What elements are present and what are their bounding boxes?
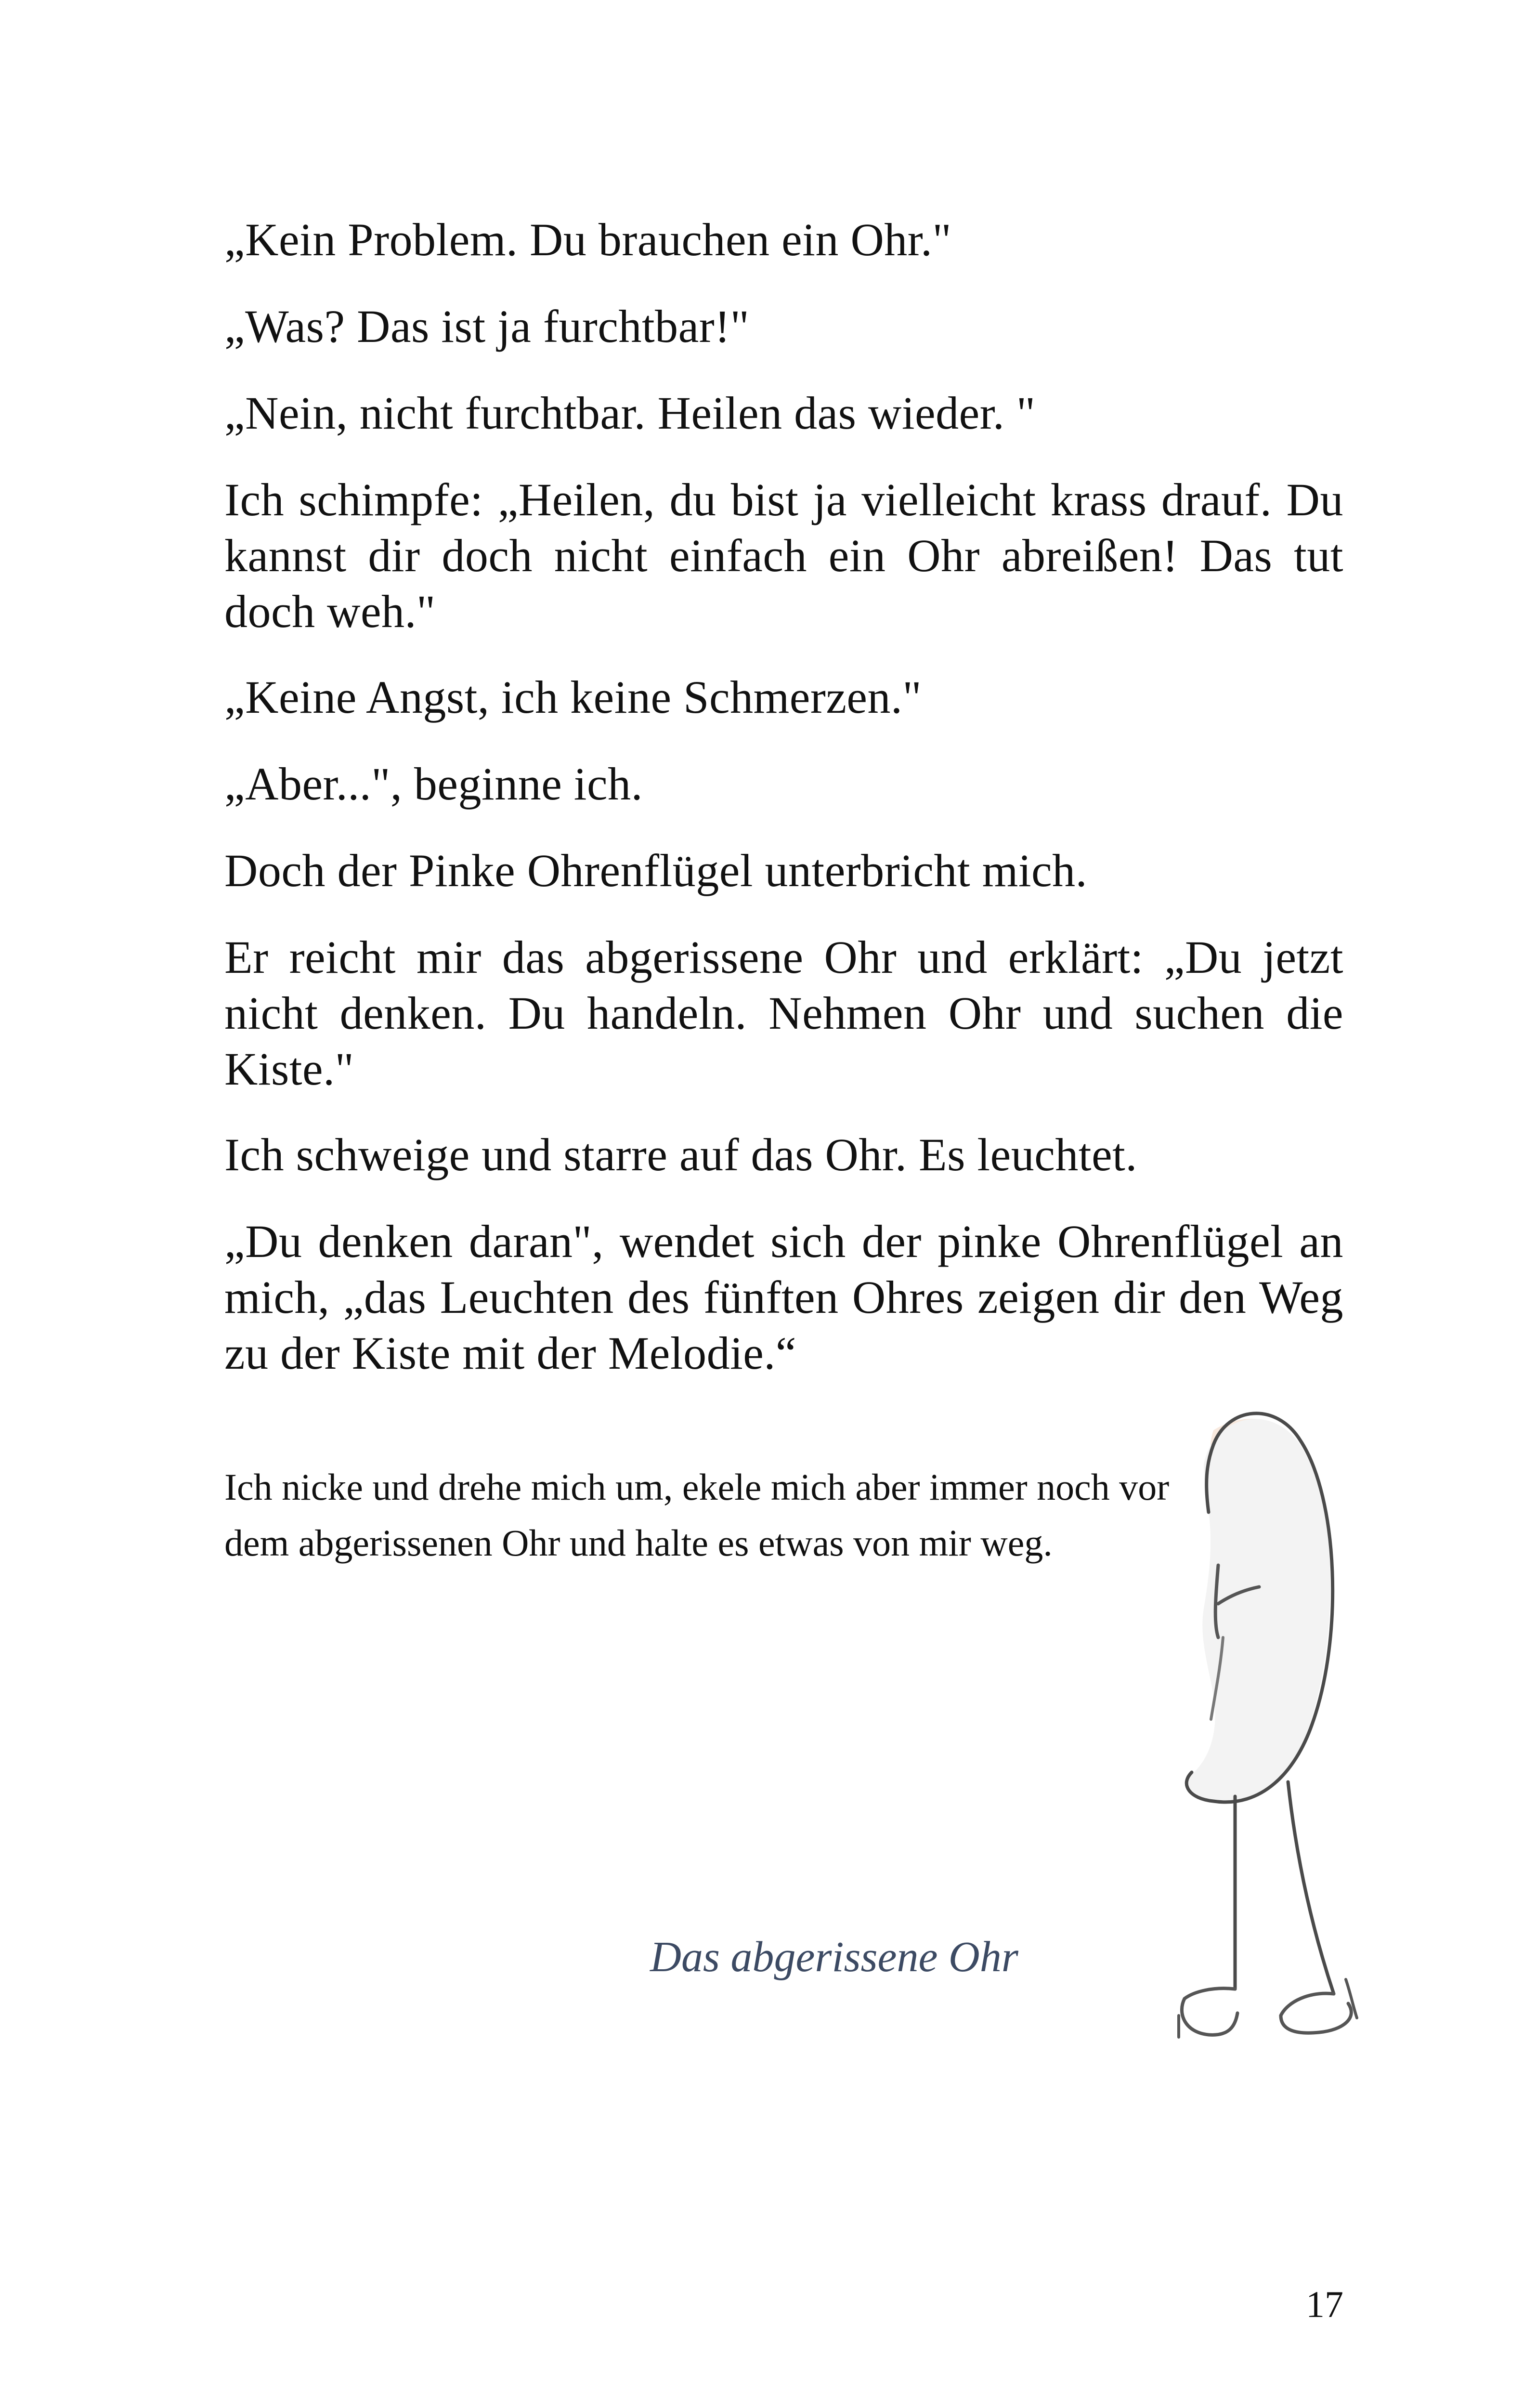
paragraph-10: „Du denken daran", wendet sich der pinke Ohrenflügel an mich, „das Leuchten des fünften Ohres zeigen dir den Weg zu der Kiste mit der Melodie.“ xyxy=(224,1216,1343,1379)
paragraph-11: Ich nicke und drehe mich um, ekele mich aber immer noch vor dem abgerissenen Ohr und halte es etwas von mir weg. xyxy=(224,1466,1170,1564)
paragraph-8: Er reicht mir das abgerissene Ohr und erklärt: „Du jetzt nicht denken. Du handeln. Nehmen Ohr und suchen die Kiste." xyxy=(224,931,1343,1095)
paragraph-2: „Was? Das ist ja furchtbar!" xyxy=(224,301,750,352)
page-number: 17 xyxy=(1306,2283,1343,2325)
ear-figure-drawing-icon xyxy=(1069,1387,1406,2100)
paragraph-6: „Aber...", beginne ich. xyxy=(224,758,643,810)
paragraph-7: Doch der Pinke Ohrenflügel unterbricht mich. xyxy=(224,845,1088,896)
paragraph-5: „Keine Angst, ich keine Schmerzen." xyxy=(224,671,922,723)
paragraph-9: Ich schweige und starre auf das Ohr. Es leuchtet. xyxy=(224,1129,1137,1180)
paragraph-4: Ich schimpfe: „Heilen, du bist ja vielleicht krass drauf. Du kannst dir doch nicht einfach ein Ohr abreißen! Das tut doch weh." xyxy=(224,474,1343,637)
paragraph-3: „Nein, nicht furchtbar. Heilen das wieder. " xyxy=(224,387,1036,439)
illustration-caption: Das abgerissene Ohr xyxy=(650,1933,1018,1981)
paragraph-1: „Kein Problem. Du brauchen ein Ohr." xyxy=(224,214,952,265)
